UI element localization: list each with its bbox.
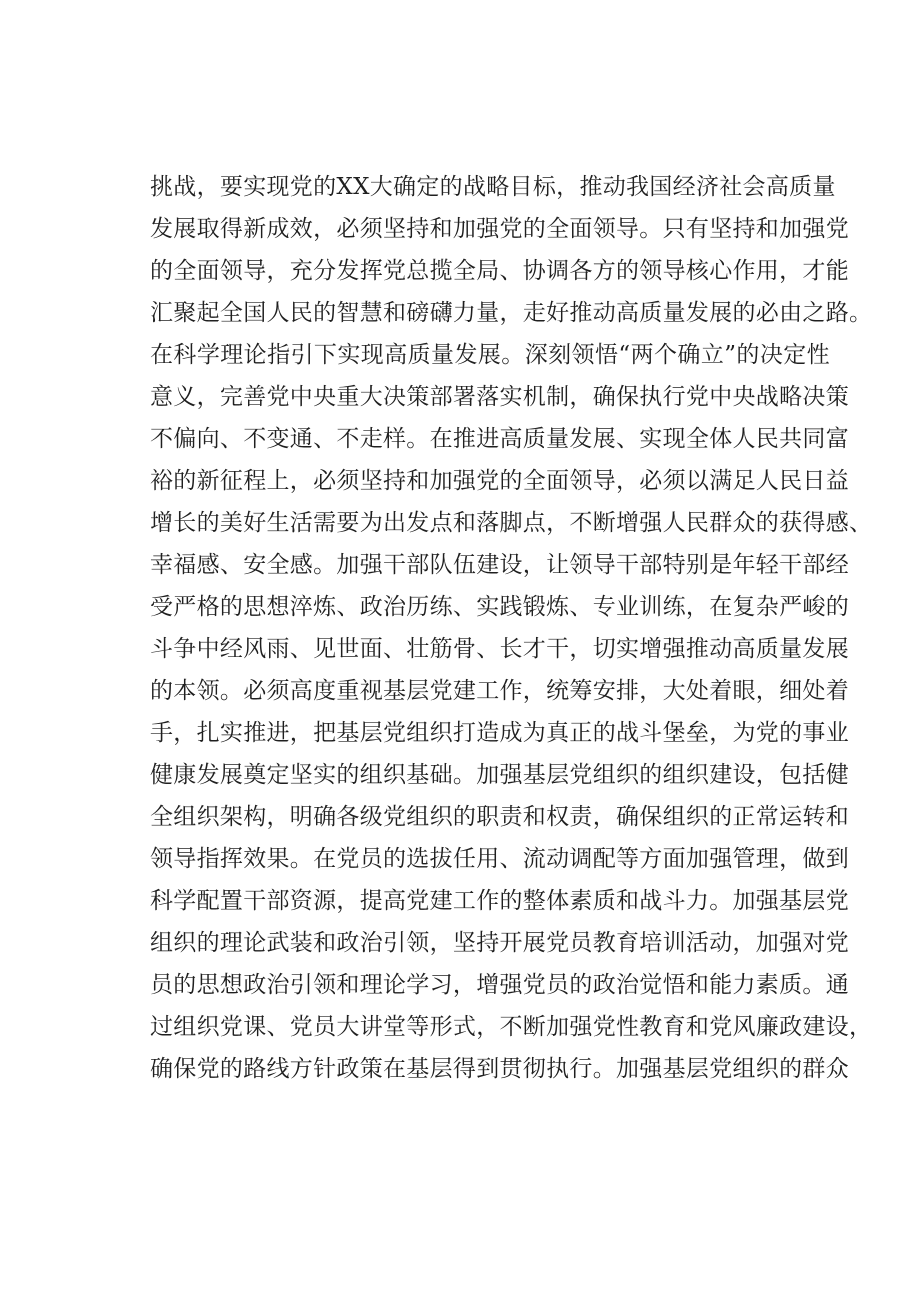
text-line: 领导指挥效果。在党员的选拔任用、流动调配等方面加强管理，做到 <box>150 846 849 872</box>
text-line: 组织的理论武装和政治引领，坚持开展党员教育培训活动，加强对党 <box>150 930 849 956</box>
text-line: 幸福感、安全感。加强干部队伍建设，让领导干部特别是年轻干部经 <box>150 552 849 578</box>
text-line: 意义，完善党中央重大决策部署落实机制，确保执行党中央战略决策 <box>150 384 849 410</box>
text-line: 的全面领导，充分发挥党总揽全局、协调各方的领导核心作用，才能 <box>150 258 849 284</box>
body-paragraph <box>150 166 873 1090</box>
text-line: 手，扎实推进，把基层党组织打造成为真正的战斗堡垒，为党的事业 <box>150 720 849 746</box>
text-line: 科学配置干部资源，提高党建工作的整体素质和战斗力。加强基层党 <box>150 888 849 914</box>
text-line: 不偏向、不变通、不走样。在推进高质量发展、实现全体人民共同富 <box>150 426 849 452</box>
text-line: 过组织党课、党员大讲堂等形式，不断加强党性教育和党风廉政建设， <box>150 1014 873 1040</box>
text-line: 裕的新征程上，必须坚持和加强党的全面领导，必须以满足人民日益 <box>150 468 849 494</box>
text-line: 汇聚起全国人民的智慧和磅礴力量，走好推动高质量发展的必由之路。 <box>150 300 873 326</box>
text-line: 受严格的思想淬炼、政治历练、实践锻炼、专业训练，在复杂严峻的 <box>150 594 849 620</box>
text-line: 挑战，要实现党的XX大确定的战略目标，推动我国经济社会高质量 <box>150 174 836 200</box>
text-line: 斗争中经风雨、见世面、壮筋骨、长才干，切实增强推动高质量发展 <box>150 636 849 662</box>
text-line: 发展取得新成效，必须坚持和加强党的全面领导。只有坚持和加强党 <box>150 216 849 242</box>
text-line: 在科学理论指引下实现高质量发展。深刻领悟“两个确立”的决定性 <box>150 342 830 368</box>
text-line: 确保党的路线方针政策在基层得到贯彻执行。加强基层党组织的群众 <box>150 1056 849 1082</box>
text-line: 的本领。必须高度重视基层党建工作，统筹安排，大处着眼，细处着 <box>150 678 849 704</box>
text-line: 员的思想政治引领和理论学习，增强党员的政治觉悟和能力素质。通 <box>150 972 849 998</box>
text-line: 健康发展奠定坚实的组织基础。加强基层党组织的组织建设，包括健 <box>150 762 849 788</box>
text-line: 增长的美好生活需要为出发点和落脚点，不断增强人民群众的获得感、 <box>150 510 873 536</box>
text-line: 全组织架构，明确各级党组织的职责和权责，确保组织的正常运转和 <box>150 804 849 830</box>
